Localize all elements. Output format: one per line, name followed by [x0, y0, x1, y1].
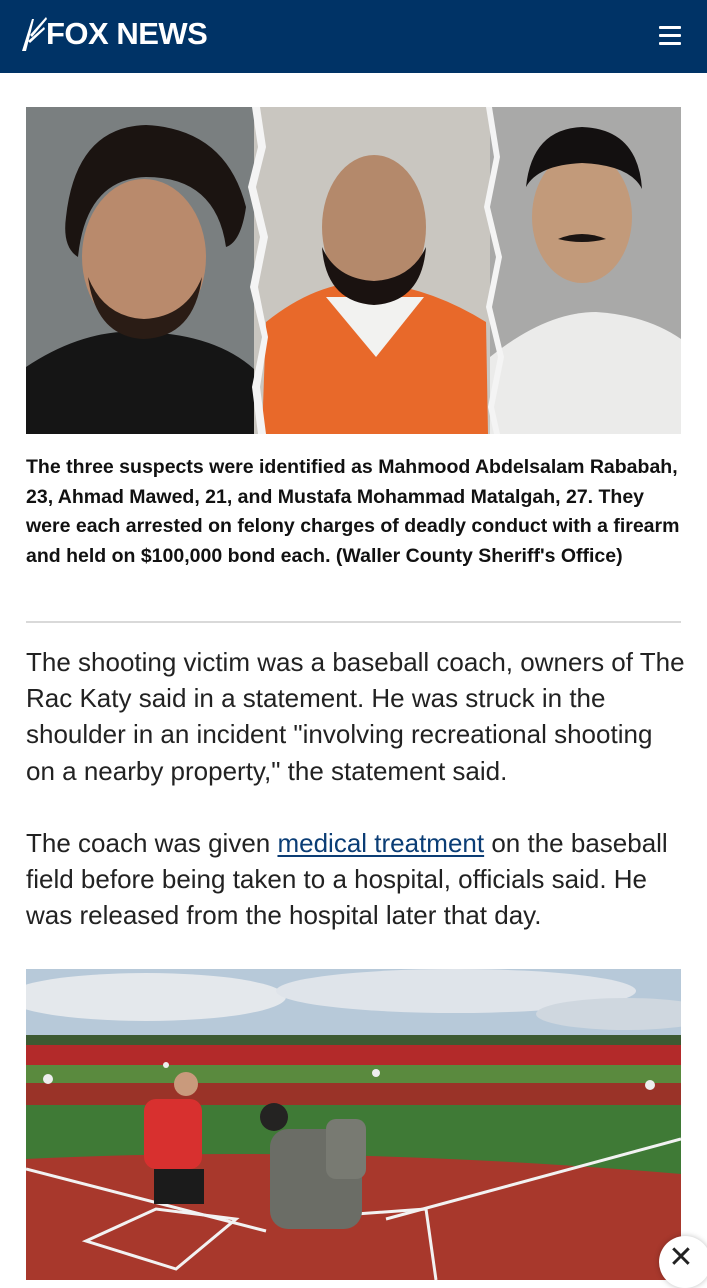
- hamburger-menu-icon[interactable]: [659, 26, 681, 48]
- logo-text: FOX NEWS: [46, 16, 208, 51]
- close-icon: ✕: [668, 1239, 694, 1275]
- suspects-mugshots-image: [26, 107, 681, 434]
- site-header: [0, 0, 707, 73]
- paragraph-text-after-link: on the baseball field before being taken to a hospital, officials said. He was released from the hospital later that day.: [26, 828, 668, 931]
- fox-news-logo[interactable]: [18, 14, 207, 54]
- article-paragraph-1: The shooting victim was a baseball coach, owners of The Rac Katy said in a statement. He was struck in the shoulder in an incident "involving recreational shooting on a nearby property," the statement said.: [26, 647, 685, 786]
- close-ad-button[interactable]: [659, 1236, 707, 1288]
- medical-treatment-link[interactable]: medical treatment: [277, 828, 485, 858]
- baseball-field-image: [26, 969, 681, 1280]
- fox-news-searchlight-icon: [18, 15, 48, 53]
- image-caption: The three suspects were identified as Mahmood Abdelsalam Rababah, 23, Ahmad Mawed, 21, and Mustafa Mohammad Matalgah, 27. They were each arrested on felony charges of deadly conduct with a firearm and held on $100,000 bond each. (Waller County Sheriff's Office): [26, 456, 680, 567]
- article-paragraph-2: [26, 825, 686, 934]
- paragraph-text-before-link: The coach was given: [26, 828, 278, 858]
- section-divider: [26, 621, 681, 623]
